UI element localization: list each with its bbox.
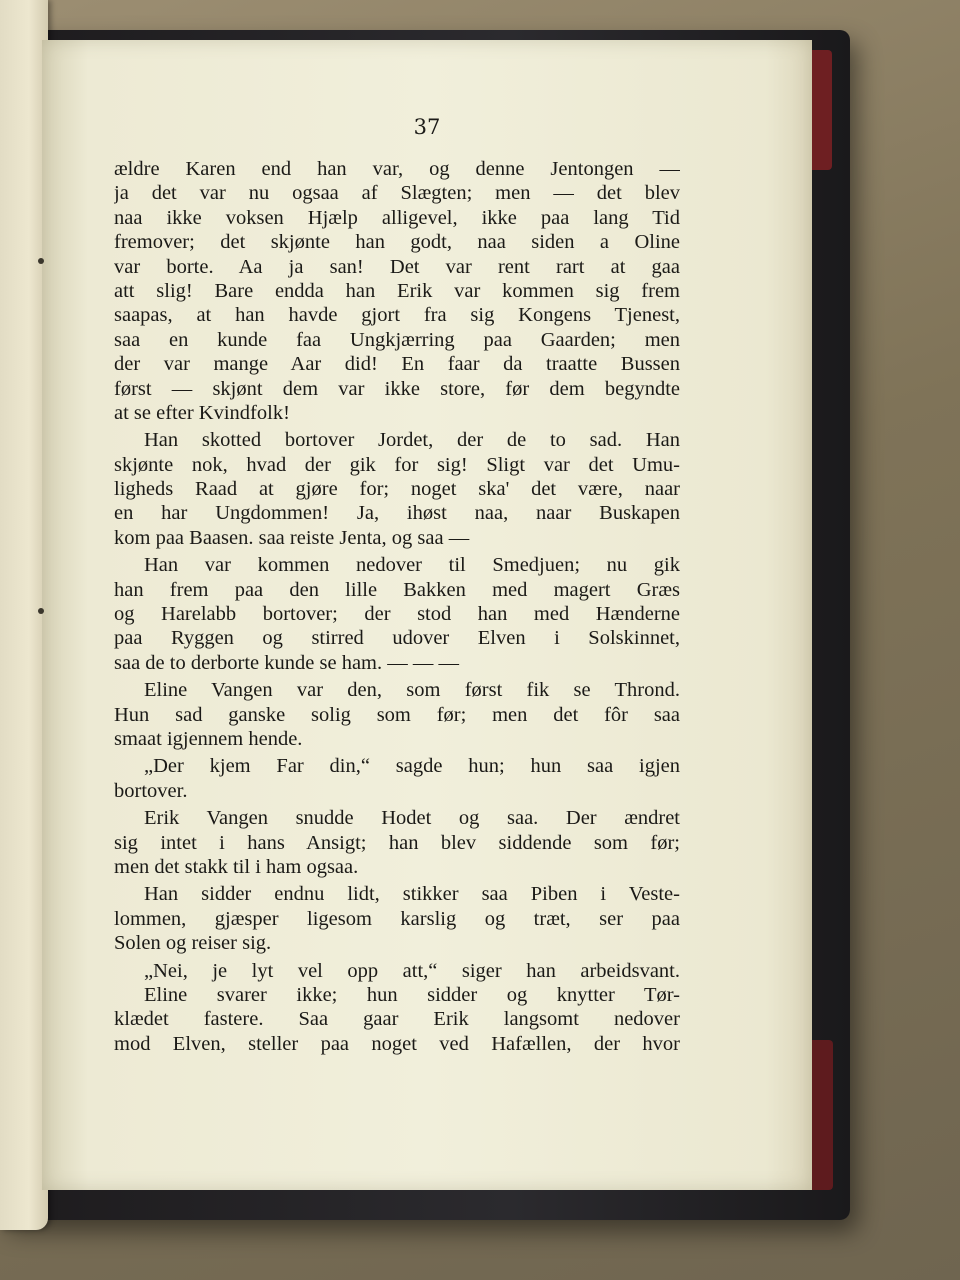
text-line: Erik Vangen snudde Hodet og saa. Der ændret — [144, 807, 680, 830]
text-line: var borte. Aa ja san! Det var rent rart at gaa — [114, 255, 680, 278]
left-page-edge — [0, 0, 48, 1230]
text-line: kom paa Baasen. saa reiste Jenta, og saa — — [114, 526, 470, 549]
text-line: ligheds Raad at gjøre for; noget ska' det være, naar — [114, 478, 680, 501]
text-line: Han skotted bortover Jordet, der de to sad. Han — [144, 429, 680, 452]
text-line: „Nei, je lyt vel opp att,“ siger han arbeidsvant. — [144, 959, 680, 982]
text-line: der var mange Aar did! En faar da traatte Bussen — [114, 353, 680, 376]
text-line: skjønte nok, hvad der gik for sig! Sligt var det Umu- — [114, 453, 680, 476]
text-line: naa ikke voksen Hjælp alligevel, ikke paa lang Tid — [114, 206, 680, 229]
text-line: men det stakk til i ham ogsaa. — [114, 855, 359, 878]
text-line: Solen og reiser sig. — [114, 932, 272, 955]
text-line: paa Ryggen og stirred udover Elven i Solskinnet, — [114, 627, 680, 650]
text-line: att slig! Bare endda han Erik var kommen sig frem — [114, 279, 680, 302]
text-line: at se efter Kvindfolk! — [114, 401, 290, 424]
text-line: lommen, gjæsper ligesom karslig og træt, ser paa — [114, 907, 680, 930]
text-line: ja det var nu ogsaa af Slægten; men — det blev — [114, 182, 680, 205]
text-line: „Der kjem Far din,“ sagde hun; hun saa igjen — [144, 755, 680, 778]
text-line: bortover. — [114, 779, 188, 802]
text-line: Han sidder endnu lidt, stikker saa Piben i Veste- — [144, 883, 680, 906]
text-line: ældre Karen end han var, og denne Jentongen — — [114, 158, 680, 180]
text-line: Eline Vangen var den, som først fik se Thrond. — [144, 679, 680, 702]
text-line: mod Elven, steller paa noget ved Hafællen, der hvor — [114, 1032, 680, 1055]
text-line: smaat igjennem hende. — [114, 727, 303, 750]
text-line: Hun sad ganske solig som før; men det fôr saa — [114, 703, 680, 726]
text-line: klædet fastere. Saa gaar Erik langsomt nedover — [114, 1008, 680, 1031]
text-line: saa de to derborte kunde se ham. — — — — [114, 651, 459, 674]
page-number: 37 — [413, 115, 441, 139]
page-text — [114, 157, 680, 1056]
text-line: først — skjønt dem var ikke store, før dem begyndte — [114, 377, 680, 400]
text-line: Han var kommen nedover til Smedjuen; nu gik — [144, 554, 680, 577]
text-line: saapas, at han havde gjort fra sig Kongens Tjenest, — [114, 304, 680, 327]
book-page — [42, 40, 812, 1190]
text-line: en har Ungdommen! Ja, ihøst naa, naar Buskapen — [114, 502, 680, 525]
text-line: Eline svarer ikke; hun sidder og knytter Tør- — [144, 983, 680, 1006]
text-line: fremover; det skjønte han godt, naa siden a Oline — [114, 231, 680, 254]
text-line: saa en kunde faa Ungkjærring paa Gaarden; men — [114, 328, 680, 351]
text-line: sig intet i hans Ansigt; han blev siddende som før; — [114, 831, 680, 854]
text-line: han frem paa den lille Bakken med magert Græs — [114, 578, 680, 601]
binding-mark — [38, 258, 44, 264]
binding-mark — [38, 608, 44, 614]
text-line: og Harelabb bortover; der stod han med Hænderne — [114, 603, 680, 626]
